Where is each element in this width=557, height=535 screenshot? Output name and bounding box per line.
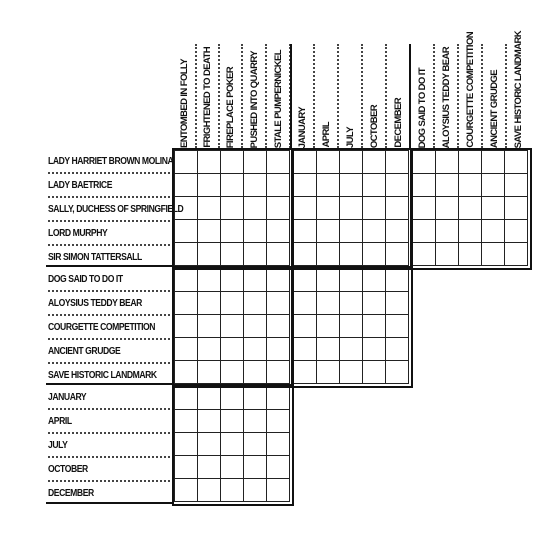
grid-cell[interactable] <box>175 315 198 338</box>
grid-cell[interactable] <box>244 433 267 456</box>
row-header: OCTOBER <box>48 458 170 481</box>
row-header: JULY <box>48 434 170 457</box>
grid-cell[interactable] <box>386 269 409 292</box>
row-header: COURGETTE COMPETITION <box>48 316 170 339</box>
grid-cell[interactable] <box>198 220 221 243</box>
grid-cell[interactable] <box>317 174 340 197</box>
grid-cell[interactable] <box>459 151 482 174</box>
grid-cell[interactable] <box>436 174 459 197</box>
grid-cell[interactable] <box>413 220 436 243</box>
grid-cell[interactable] <box>198 338 221 361</box>
grid-cell[interactable] <box>175 174 198 197</box>
grid-cell[interactable] <box>386 315 409 338</box>
grid-cell[interactable] <box>363 338 386 361</box>
grid-cell[interactable] <box>340 315 363 338</box>
grid-cell[interactable] <box>198 456 221 479</box>
grid-cell[interactable] <box>340 338 363 361</box>
grid-cell[interactable] <box>317 220 340 243</box>
grid-cell[interactable] <box>386 174 409 197</box>
grid-cell[interactable] <box>175 361 198 384</box>
grid-cell[interactable] <box>340 174 363 197</box>
row-header: APRIL <box>48 410 170 433</box>
grid-cell[interactable] <box>244 269 267 292</box>
grid-cell[interactable] <box>317 269 340 292</box>
grid-cell[interactable] <box>267 220 290 243</box>
grid-cell[interactable] <box>267 479 290 502</box>
grid-cell[interactable] <box>198 174 221 197</box>
grid-cell[interactable] <box>386 361 409 384</box>
grid-cell[interactable] <box>505 243 528 266</box>
grid-cell[interactable] <box>363 292 386 315</box>
grid-cell[interactable] <box>413 151 436 174</box>
grid-cell[interactable] <box>267 456 290 479</box>
grid-cell[interactable] <box>198 410 221 433</box>
grid-cell[interactable] <box>221 433 244 456</box>
column-header: SAVE HISTORIC LANDMARK <box>513 30 525 148</box>
grid-cell[interactable] <box>340 269 363 292</box>
grid-cell[interactable] <box>175 292 198 315</box>
group-divider <box>46 383 174 385</box>
grid-cell[interactable] <box>340 220 363 243</box>
row-header: JANUARY <box>48 386 170 409</box>
grid-cell[interactable] <box>294 243 317 266</box>
grid-cell[interactable] <box>294 174 317 197</box>
grid-cell[interactable] <box>317 151 340 174</box>
row-header: DECEMBER <box>48 488 94 499</box>
grid-cell[interactable] <box>317 197 340 220</box>
column-header: STALE PUMPERNICKEL <box>268 44 290 148</box>
grid-cell[interactable] <box>340 292 363 315</box>
grid-cell[interactable] <box>294 197 317 220</box>
grid-cell[interactable] <box>459 174 482 197</box>
grid-cell[interactable] <box>221 220 244 243</box>
grid-cell[interactable] <box>340 197 363 220</box>
grid-cell[interactable] <box>198 269 221 292</box>
column-header: COURGETTE COMPETITION <box>460 44 482 148</box>
grid-cell[interactable] <box>175 151 198 174</box>
grid-cell[interactable] <box>363 361 386 384</box>
grid-cell[interactable] <box>294 361 317 384</box>
grid-cell[interactable] <box>221 151 244 174</box>
grid-cell[interactable] <box>221 269 244 292</box>
grid-cell[interactable] <box>221 315 244 338</box>
column-header: PUSHED INTO QUARRY <box>244 44 266 148</box>
grid-cell[interactable] <box>244 456 267 479</box>
grid-cell[interactable] <box>363 315 386 338</box>
grid-cell[interactable] <box>363 269 386 292</box>
grid-cell[interactable] <box>482 151 505 174</box>
column-header: ANCIENT GRUDGE <box>484 44 506 148</box>
grid-cell[interactable] <box>386 151 409 174</box>
grid-cell[interactable] <box>267 361 290 384</box>
column-header: APRIL <box>316 44 338 148</box>
grid-cell[interactable] <box>363 220 386 243</box>
grid-cell[interactable] <box>267 243 290 266</box>
grid-cell[interactable] <box>294 269 317 292</box>
grid-cell[interactable] <box>198 243 221 266</box>
grid-block <box>174 268 290 384</box>
grid-cell[interactable] <box>505 151 528 174</box>
grid-cell[interactable] <box>436 151 459 174</box>
grid-cell[interactable] <box>198 315 221 338</box>
grid-cell[interactable] <box>482 220 505 243</box>
grid-cell[interactable] <box>363 174 386 197</box>
group-divider <box>46 265 174 267</box>
row-header: ANCIENT GRUDGE <box>48 340 170 363</box>
grid-cell[interactable] <box>244 479 267 502</box>
grid-cell[interactable] <box>244 338 267 361</box>
grid-cell[interactable] <box>175 243 198 266</box>
grid-cell[interactable] <box>175 433 198 456</box>
grid-cell[interactable] <box>267 387 290 410</box>
grid-cell[interactable] <box>267 151 290 174</box>
grid-cell[interactable] <box>221 243 244 266</box>
grid-cell[interactable] <box>505 197 528 220</box>
grid-cell[interactable] <box>459 243 482 266</box>
grid-cell[interactable] <box>436 243 459 266</box>
grid-cell[interactable] <box>267 338 290 361</box>
grid-cell[interactable] <box>221 456 244 479</box>
column-header: ALOYSIUS TEDDY BEAR <box>436 44 458 148</box>
grid-cell[interactable] <box>294 151 317 174</box>
grid-cell[interactable] <box>221 174 244 197</box>
grid-cell[interactable] <box>413 174 436 197</box>
grid-cell[interactable] <box>482 197 505 220</box>
grid-cell[interactable] <box>413 243 436 266</box>
grid-cell[interactable] <box>244 220 267 243</box>
grid-cell[interactable] <box>221 387 244 410</box>
column-header: DECEMBER <box>388 44 410 148</box>
grid-cell[interactable] <box>340 151 363 174</box>
grid-cell[interactable] <box>244 243 267 266</box>
group-divider <box>290 44 292 150</box>
column-header: FIREPLACE POKER <box>220 44 242 148</box>
column-header: JANUARY <box>292 44 314 148</box>
grid-cell[interactable] <box>267 174 290 197</box>
grid-cell[interactable] <box>363 243 386 266</box>
grid-cell[interactable] <box>386 220 409 243</box>
grid-cell[interactable] <box>340 361 363 384</box>
grid-cell[interactable] <box>436 197 459 220</box>
group-divider <box>46 502 174 504</box>
grid-block <box>174 386 290 502</box>
grid-cell[interactable] <box>459 197 482 220</box>
grid-cell[interactable] <box>175 479 198 502</box>
grid-cell[interactable] <box>198 151 221 174</box>
grid-cell[interactable] <box>386 338 409 361</box>
column-header: FRIGHTENED TO DEATH <box>197 44 219 148</box>
grid-cell[interactable] <box>294 315 317 338</box>
grid-cell[interactable] <box>244 410 267 433</box>
grid-cell[interactable] <box>317 315 340 338</box>
grid-cell[interactable] <box>175 456 198 479</box>
grid-cell[interactable] <box>198 197 221 220</box>
grid-cell[interactable] <box>221 197 244 220</box>
grid-cell[interactable] <box>317 361 340 384</box>
grid-block <box>293 268 409 384</box>
grid-block <box>412 150 528 266</box>
grid-cell[interactable] <box>363 197 386 220</box>
grid-cell[interactable] <box>386 292 409 315</box>
grid-cell[interactable] <box>175 197 198 220</box>
grid-cell[interactable] <box>459 220 482 243</box>
grid-cell[interactable] <box>221 361 244 384</box>
grid-cell[interactable] <box>244 197 267 220</box>
grid-cell[interactable] <box>198 292 221 315</box>
grid-cell[interactable] <box>386 243 409 266</box>
row-header: SAVE HISTORIC LANDMARK <box>48 370 157 381</box>
grid-cell[interactable] <box>244 361 267 384</box>
column-header: ENTOMBED IN FOLLY <box>174 44 196 148</box>
grid-cell[interactable] <box>198 433 221 456</box>
grid-cell[interactable] <box>340 243 363 266</box>
grid-cell[interactable] <box>505 220 528 243</box>
grid-cell[interactable] <box>175 338 198 361</box>
grid-cell[interactable] <box>482 174 505 197</box>
grid-cell[interactable] <box>267 292 290 315</box>
grid-block <box>174 150 290 266</box>
grid-cell[interactable] <box>267 269 290 292</box>
grid-cell[interactable] <box>413 197 436 220</box>
grid-cell[interactable] <box>198 361 221 384</box>
column-header: OCTOBER <box>364 44 386 148</box>
grid-cell[interactable] <box>317 243 340 266</box>
grid-cell[interactable] <box>363 151 386 174</box>
grid-cell[interactable] <box>505 174 528 197</box>
grid-cell[interactable] <box>267 197 290 220</box>
grid-cell[interactable] <box>221 410 244 433</box>
row-header: LORD MURPHY <box>48 222 170 245</box>
grid-cell[interactable] <box>436 220 459 243</box>
row-header: LADY BAETRICE <box>48 174 170 197</box>
grid-cell[interactable] <box>267 410 290 433</box>
grid-cell[interactable] <box>175 269 198 292</box>
grid-cell[interactable] <box>267 433 290 456</box>
grid-cell[interactable] <box>198 479 221 502</box>
grid-cell[interactable] <box>175 387 198 410</box>
grid-cell[interactable] <box>244 387 267 410</box>
grid-block <box>293 150 409 266</box>
grid-cell[interactable] <box>175 220 198 243</box>
column-header: DOG SAID TO DO IT <box>412 44 434 148</box>
grid-cell[interactable] <box>386 197 409 220</box>
grid-cell[interactable] <box>317 338 340 361</box>
grid-cell[interactable] <box>221 292 244 315</box>
row-header: LADY HARRIET BROWN MOLINA <box>48 150 170 173</box>
row-header: DOG SAID TO DO IT <box>48 268 170 291</box>
row-header: SALLY, DUCHESS OF SPRINGFIELD <box>48 198 170 221</box>
group-divider <box>409 44 411 150</box>
grid-cell[interactable] <box>244 151 267 174</box>
grid-cell[interactable] <box>221 479 244 502</box>
grid-cell[interactable] <box>244 292 267 315</box>
grid-cell[interactable] <box>482 243 505 266</box>
grid-cell[interactable] <box>294 292 317 315</box>
grid-cell[interactable] <box>294 220 317 243</box>
grid-cell[interactable] <box>198 387 221 410</box>
row-header: ALOYSIUS TEDDY BEAR <box>48 292 170 315</box>
grid-cell[interactable] <box>221 338 244 361</box>
grid-cell[interactable] <box>244 315 267 338</box>
grid-cell[interactable] <box>317 292 340 315</box>
grid-cell[interactable] <box>175 410 198 433</box>
grid-cell[interactable] <box>294 338 317 361</box>
column-header: JULY <box>340 44 362 148</box>
grid-cell[interactable] <box>267 315 290 338</box>
grid-cell[interactable] <box>244 174 267 197</box>
row-header: SIR SIMON TATTERSALL <box>48 252 142 263</box>
